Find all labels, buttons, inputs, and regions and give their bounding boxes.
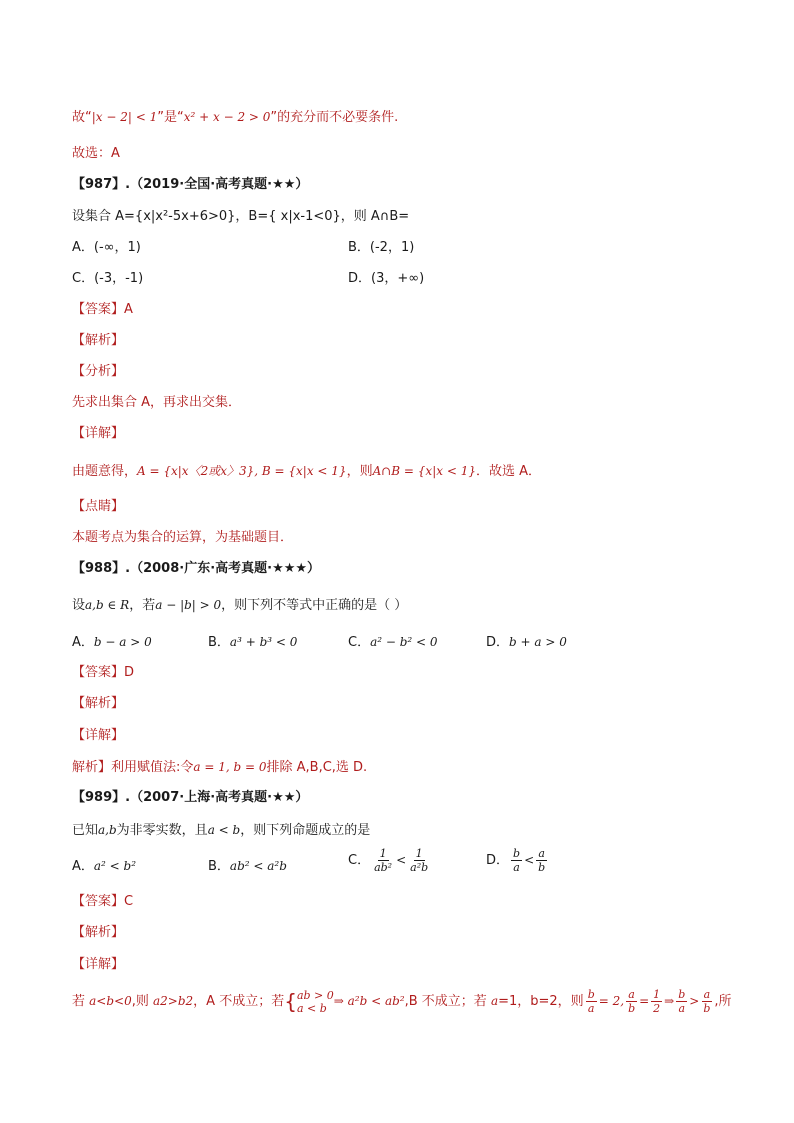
intersection-math: A∩B = {x|x < 1} xyxy=(372,464,476,478)
text: ，则下列不等式中正确的是（ ） xyxy=(221,598,408,613)
numerator: a xyxy=(628,988,635,1001)
set-membership-math: a,b ∈ R xyxy=(85,598,130,612)
analysis-label: 【解析】 xyxy=(72,333,125,348)
numerator: 1 xyxy=(379,847,387,860)
text: 解析】利用赋值法:令 xyxy=(72,760,194,775)
numerator: a xyxy=(538,847,545,860)
option-c xyxy=(348,633,438,652)
text: 排除 A,B,C,选 D. xyxy=(266,760,368,775)
option-c: C．(-3，-1) xyxy=(72,271,144,286)
numerator: 1 xyxy=(415,847,423,860)
fraction xyxy=(651,988,662,1015)
option-d: D．(3，+∞) xyxy=(348,271,425,286)
operator: = xyxy=(639,994,650,1008)
denominator: b xyxy=(538,861,546,874)
option-a xyxy=(72,633,152,652)
denominator: ab² xyxy=(374,861,393,874)
variables-math: a,b xyxy=(98,823,117,837)
operator: < xyxy=(396,853,407,867)
variable-math: a xyxy=(490,994,499,1008)
implication-math: ⇒ a²b < ab² xyxy=(333,994,405,1008)
dianjing-label: 【点睛】 xyxy=(72,499,125,514)
condition-math: a < b xyxy=(207,823,241,837)
system-line: a < b xyxy=(296,1001,327,1015)
equation-system xyxy=(297,989,334,1015)
option-math: b + a > 0 xyxy=(509,635,567,649)
option-a xyxy=(72,857,136,876)
text: 设 xyxy=(72,598,86,613)
detail-text xyxy=(72,462,541,481)
option-label: D． xyxy=(486,635,510,650)
system-line: ab > 0 xyxy=(296,988,334,1002)
text: ”是“ xyxy=(157,110,184,125)
denominator: a xyxy=(587,1002,595,1015)
question-987-stem: 设集合 A={x|x²-5x+6>0}，B={ x|x-1<0}，则 A∩B= xyxy=(72,209,410,224)
brace: { xyxy=(284,989,297,1014)
question-989-header: 【989】.（2007·上海·高考真题·★★） xyxy=(72,790,309,805)
question-987-header: 【987】.（2019·全国·高考真题·★★） xyxy=(72,177,309,192)
numerator: 1 xyxy=(653,988,661,1001)
option-label: A． xyxy=(72,859,94,874)
text: 为非零实数，且 xyxy=(116,823,208,838)
text: ，A 不成立；若 xyxy=(193,994,285,1009)
numerator: a xyxy=(703,988,711,1001)
text: 若 xyxy=(72,994,90,1009)
fenxi-label: 【分析】 xyxy=(72,364,125,379)
text: ，则下列命题成立的是 xyxy=(240,823,371,838)
fenxi-text: 先求出集合 A，再求出交集． xyxy=(72,395,242,410)
fraction xyxy=(586,988,597,1015)
numerator: b xyxy=(587,988,595,1001)
choice-line: 故选：A xyxy=(72,146,120,161)
dianjing-text: 本题考点为集合的运算，为基础题目． xyxy=(72,530,294,545)
fraction xyxy=(676,988,687,1015)
operator: < xyxy=(524,853,535,867)
option-label: D． xyxy=(486,853,510,868)
option-label: B． xyxy=(208,859,230,874)
answer-label: 【答案】D xyxy=(72,665,135,680)
option-b xyxy=(208,857,287,876)
answer-label: 【答案】C xyxy=(72,894,134,909)
option-d xyxy=(486,633,567,652)
analysis-label: 【解析】 xyxy=(72,925,125,940)
numerator: b xyxy=(678,988,686,1001)
option-math: ab² < a²b xyxy=(229,859,287,873)
option-label: C． xyxy=(348,635,371,650)
option-math: a² < b² xyxy=(93,859,137,873)
text: 故“ xyxy=(72,110,92,125)
option-d xyxy=(486,847,549,874)
detail-label: 【详解】 xyxy=(72,957,125,972)
set-definition-math: A = {x|x〈2或x〉3}, B = {x|x < 1} xyxy=(137,464,347,478)
denominator: b xyxy=(703,1002,711,1015)
option-b: B．(-2，1) xyxy=(348,240,415,255)
operator: = 2, xyxy=(598,994,625,1008)
text: 由题意得， xyxy=(72,464,138,479)
text: ．故选 A． xyxy=(475,464,541,479)
denominator: b xyxy=(628,1002,636,1015)
text: ,B 不成立；若 xyxy=(404,994,491,1009)
text: =1，b=2，则 xyxy=(498,994,584,1009)
condition-math: a − |b| > 0 xyxy=(155,598,222,612)
answer-label: 【答案】A xyxy=(72,302,133,317)
detail-label: 【详解】 xyxy=(72,426,125,441)
option-c xyxy=(348,847,432,874)
denominator: a xyxy=(678,1002,686,1015)
denominator: 2 xyxy=(653,1002,661,1015)
option-math: a² − b² < 0 xyxy=(370,635,438,649)
numerator: b xyxy=(513,847,521,860)
text: ,所 xyxy=(714,994,732,1009)
text: ，若 xyxy=(129,598,156,613)
fraction xyxy=(511,847,522,874)
operator: ⇒ xyxy=(664,994,675,1008)
condition-math: a<b<0 xyxy=(89,994,132,1008)
option-label: C． xyxy=(348,853,371,868)
option-label: A． xyxy=(72,635,94,650)
text: ,则 xyxy=(131,994,153,1009)
fraction xyxy=(408,847,430,874)
assignment-math: a = 1, b = 0 xyxy=(193,760,267,774)
fraction xyxy=(626,988,637,1015)
condition-math: a2>b2 xyxy=(153,994,194,1008)
denominator: a²b xyxy=(410,861,429,874)
question-989-stem xyxy=(72,821,370,840)
fraction xyxy=(701,988,712,1015)
option-a: A．(-∞，1) xyxy=(72,240,141,255)
option-math: b − a > 0 xyxy=(93,635,152,649)
abs-inequality-math: |x − 2| < 1 xyxy=(91,110,158,124)
analysis-label: 【解析】 xyxy=(72,696,125,711)
conclusion-line xyxy=(72,108,398,127)
detail-text xyxy=(72,988,732,1015)
fraction xyxy=(372,847,394,874)
fraction xyxy=(536,847,547,874)
text: ，则 xyxy=(346,464,373,479)
text: 已知 xyxy=(72,823,99,838)
denominator: a xyxy=(513,861,520,874)
question-988-stem xyxy=(72,596,407,615)
option-math: a³ + b³ < 0 xyxy=(229,635,298,649)
question-988-header: 【988】.（2008·广东·高考真题·★★★） xyxy=(72,561,321,576)
text: ”的充分而不必要条件. xyxy=(270,110,399,125)
detail-label: 【详解】 xyxy=(72,728,125,743)
option-label: B． xyxy=(208,635,230,650)
detail-text xyxy=(72,758,367,777)
quadratic-inequality-math: x² + x − 2 > 0 xyxy=(183,110,271,124)
operator: > xyxy=(689,994,700,1008)
option-b xyxy=(208,633,297,652)
